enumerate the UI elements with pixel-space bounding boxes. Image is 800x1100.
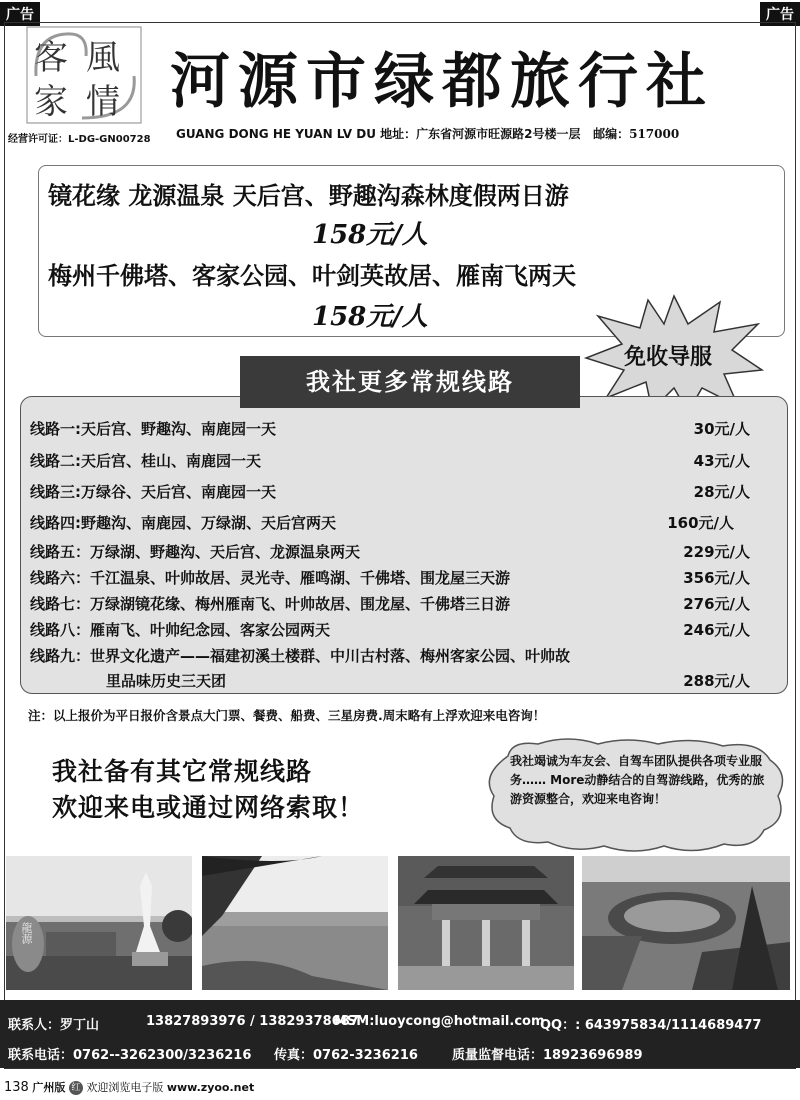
route-price: 43元/人 [693,452,750,470]
featured-tour-2-price: 158元/人 [312,302,428,332]
route-price: 160元/人 [667,514,734,532]
address-label: 地址： [380,127,417,141]
agency-pinyin: GUANG DONG HE YUAN LV DU [176,127,376,141]
price-note: 注：以上报价为平日报价含景点大门票、餐费、船费、三星房费.周末略有上浮欢迎来电咨询！ [28,708,546,723]
route-price: 30元/人 [693,420,750,438]
logo-char-4: 情 [86,82,120,122]
route-6: 线路六：千江温泉、叶帅故居、灵光寺、雁鸣湖、千佛塔、围龙屋三天游 356元/人 [30,569,750,587]
route-price: 229元/人 [683,543,750,561]
route-price: 276元/人 [683,595,750,613]
featured-tour-1-price: 158元/人 [312,220,428,250]
contact-phone: 联系电话：0762--3262300/3236216 [8,1048,252,1063]
route-8: 线路八：雁南飞、叶帅纪念园、客家公园两天 246元/人 [30,621,750,639]
contact-mobile: 13827893976 / 13829378687 [146,1014,359,1029]
contact-qq: QQ：: 643975834/1114689477 [540,1018,762,1033]
promo-line-1: 我社备有其它常规线路 [52,757,313,786]
route-price: 356元/人 [683,569,750,587]
license-number: 经营许可证：L-DG-GN00728 [8,134,151,145]
ad-tag-right: 广告 [760,2,800,26]
route-3: 线路三:万绿谷、天后宫、南鹿园一天 28元/人 [30,483,750,501]
route-9-continued: 里品味历史三天团 288元/人 [106,672,750,690]
routes-banner: 我社更多常规线路 [240,356,580,408]
footer-slogan: 欢迎浏览电子版 [86,1081,164,1094]
route-7: 线路七：万绿湖镜花缘、梅州雁南飞、叶帅故居、围龙屋、千佛塔三日游 276元/人 [30,595,750,613]
route-9: 线路九：世界文化遗产——福建初溪土楼群、中川古村落、梅州客家公园、叶帅故 [30,647,571,665]
ad-tag-left: 广告 [0,2,40,26]
postcode: 517000 [629,127,680,141]
stone-inscription: 龍源 [20,922,33,944]
photo-lake [202,856,388,990]
postcode-label: 邮编： [593,127,630,141]
logo-char-3: 風 [86,38,120,78]
logo-char-2: 家 [34,82,68,122]
contact-quality-hotline: 质量监督电话：18923696989 [452,1048,643,1063]
route-price: 246元/人 [683,621,750,639]
publisher-badge-icon: 红 [69,1081,83,1095]
route-5: 线路五：万绿湖、野趣沟、天后宫、龙源温泉两天 229元/人 [30,543,750,561]
route-price: 288元/人 [683,672,750,690]
edition: 广州版 [32,1081,66,1094]
free-guide-text: 免收导服 [624,345,713,370]
photo-hakka-round-house [582,856,790,990]
page-number: 138 [4,1080,29,1095]
agency-name: 河源市绿都旅行社 [170,47,714,117]
self-drive-text: 我社竭诚为车友会、自驾车团队提供各项专业服务…… More动静结合的自驾游线路，优秀的旅游资源整合，欢迎来电咨询！ [510,754,765,806]
contact-person: 联系人：罗丁山 [8,1018,100,1033]
photo-hot-spring-statue [6,856,192,990]
featured-tour-2: 梅州千佛塔、客家公园、叶剑英故居、雁南飞两天 [48,262,576,290]
photo-temple-gate [398,856,574,990]
route-2: 线路二:天后宫、桂山、南鹿园一天 43元/人 [30,452,750,470]
footer-site-link[interactable]: www.zyoo.net [166,1081,255,1094]
contact-fax: 传真：0762-3236216 [274,1048,418,1063]
agency-logo [26,26,142,124]
route-price: 28元/人 [693,483,750,501]
route-4: 线路四:野趣沟、南鹿园、万绿湖、天后宫两天 160元/人 [30,514,734,532]
address-line [176,125,679,142]
contact-msm: MSM:luoycong@hotmail.com [334,1014,545,1029]
featured-tour-1: 镜花缘 龙源温泉 天后宫、野趣沟森林度假两日游 [48,182,569,210]
page-footer [4,1079,254,1095]
logo-char-1: 客 [34,38,68,78]
address: 广东省河源市旺源路2号楼一层 [416,127,581,141]
promo-line-2: 欢迎来电或通过网络索取！ [52,793,365,822]
route-1: 线路一:天后宫、野趣沟、南鹿园一天 30元/人 [30,420,750,438]
